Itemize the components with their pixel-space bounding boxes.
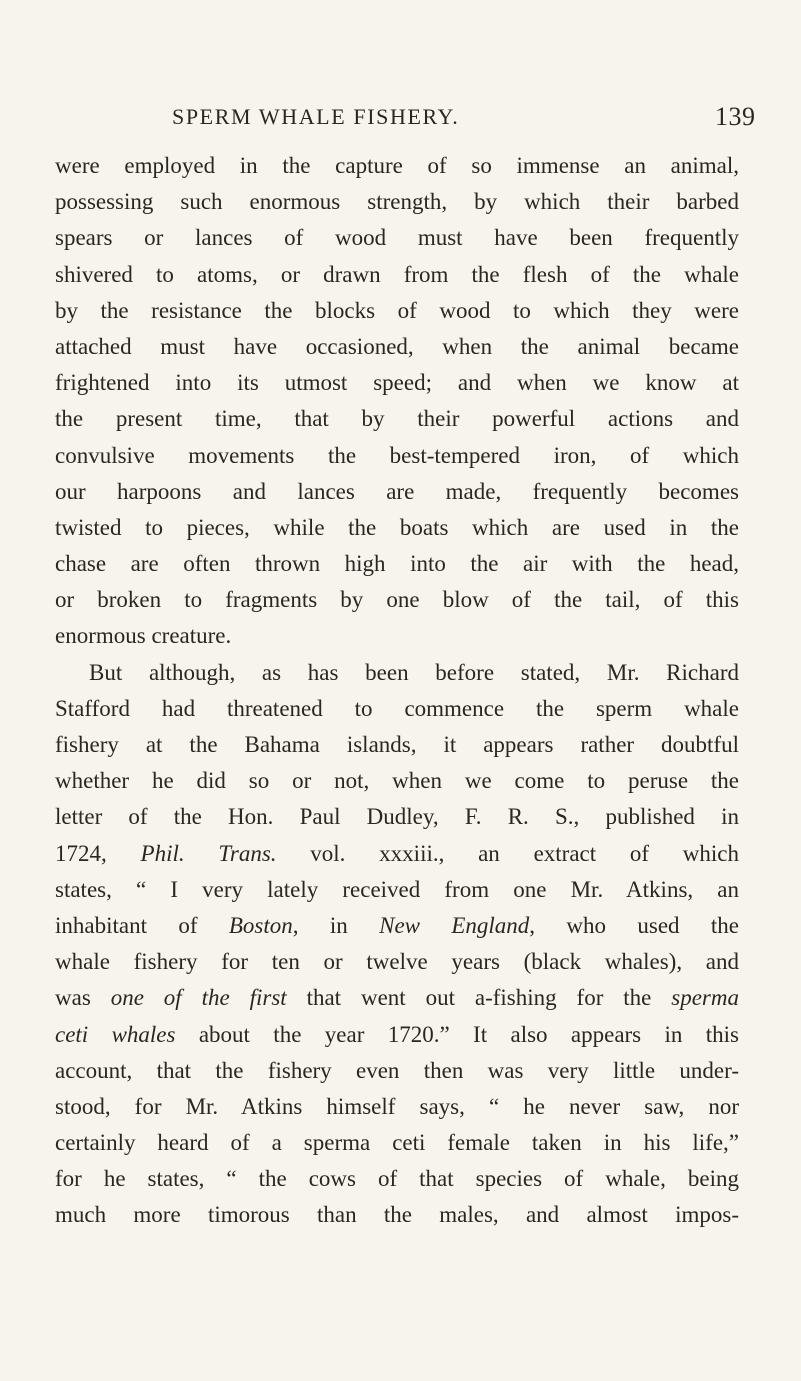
text-line: enormous creature. — [55, 623, 232, 649]
text-line: stood, for Mr. Atkins himself says, “ he never saw, nor — [55, 1093, 739, 1119]
text-line: whether he did so or not, when we come to peruse the — [55, 768, 739, 794]
text-line — [55, 908, 739, 944]
text-segment: inhabitant of — [55, 912, 229, 938]
text-line: twisted to pieces, while the boats which are used in the — [55, 514, 739, 540]
text-segment-italic: New England — [379, 912, 530, 938]
text-line — [55, 1017, 739, 1053]
text-segment-italic: sperma — [671, 985, 739, 1011]
text-line: by the resistance the blocks of wood to which they were — [55, 297, 739, 323]
text-segment: letter of the Hon. Paul Dudley, — [55, 804, 465, 830]
text-segment: , who used the — [529, 912, 739, 938]
running-title: SPERM WHALE FISHERY. — [172, 104, 460, 129]
text-line — [55, 836, 739, 872]
body-text — [55, 148, 739, 1234]
text-line: states, “ I very lately received from one Mr. Atkins, an — [55, 876, 739, 902]
text-line: chase are often thrown high into the air with the head, — [55, 551, 739, 577]
text-segment-italic: Boston — [228, 912, 293, 938]
text-line: or broken to fragments by one blow of the tail, of this — [55, 587, 739, 613]
text-segment-italic: one of the first — [110, 985, 287, 1011]
text-line: fishery at the Bahama islands, it appears rather doubtful — [55, 732, 739, 757]
text-line: for he states, “ the cows of that species of whale, being — [55, 1166, 739, 1192]
text-line: convulsive movements the best-tempered iron, of which — [55, 442, 739, 468]
text-line: much more timorous than the males, and almost impos- — [55, 1202, 739, 1228]
text-line — [55, 799, 739, 835]
text-line: were employed in the capture of so immense an animal, — [55, 153, 739, 178]
text-line: Stafford had threatened to commence the sperm whale — [55, 695, 739, 721]
text-line: shivered to atoms, or drawn from the flesh of the whale — [55, 261, 739, 287]
text-segment-italic: ceti whales — [55, 1021, 176, 1047]
text-line: frightened into its utmost speed; and when we know at — [55, 370, 739, 396]
text-line: our harpoons and lances are made, frequently becomes — [55, 478, 739, 504]
text-line: possessing such enormous strength, by which their barbed — [55, 189, 739, 215]
text-segment-smallcaps: F. R. S. — [464, 804, 574, 830]
text-line: whale fishery for ten or twelve years (black whales), and — [55, 949, 739, 975]
text-segment: , in — [292, 912, 380, 938]
text-segment: that went out a-fishing for the — [286, 985, 672, 1011]
text-line: the present time, that by their powerful actions and — [55, 406, 739, 432]
text-line: attached must have occasioned, when the animal became — [55, 333, 739, 359]
text-line: account, that the fishery even then was very little under- — [55, 1057, 739, 1083]
text-line: spears or lances of wood must have been frequently — [55, 225, 739, 251]
text-segment: was — [55, 985, 111, 1011]
text-line: But although, as has been before stated, Mr. Richard — [89, 659, 739, 685]
running-header — [0, 102, 801, 142]
page-number: 139 — [715, 102, 756, 131]
text-line: certainly heard of a sperma ceti female taken in his life,” — [55, 1130, 739, 1156]
text-segment: about the year 1720.” It also appears in this — [175, 1021, 740, 1047]
text-segment: vol. xxxiii., an extract of which — [276, 840, 740, 866]
text-segment: 1724, — [55, 840, 141, 866]
text-line — [55, 980, 739, 1016]
text-segment-italic: Phil. Trans. — [140, 840, 277, 866]
text-segment: , published in — [573, 804, 739, 830]
